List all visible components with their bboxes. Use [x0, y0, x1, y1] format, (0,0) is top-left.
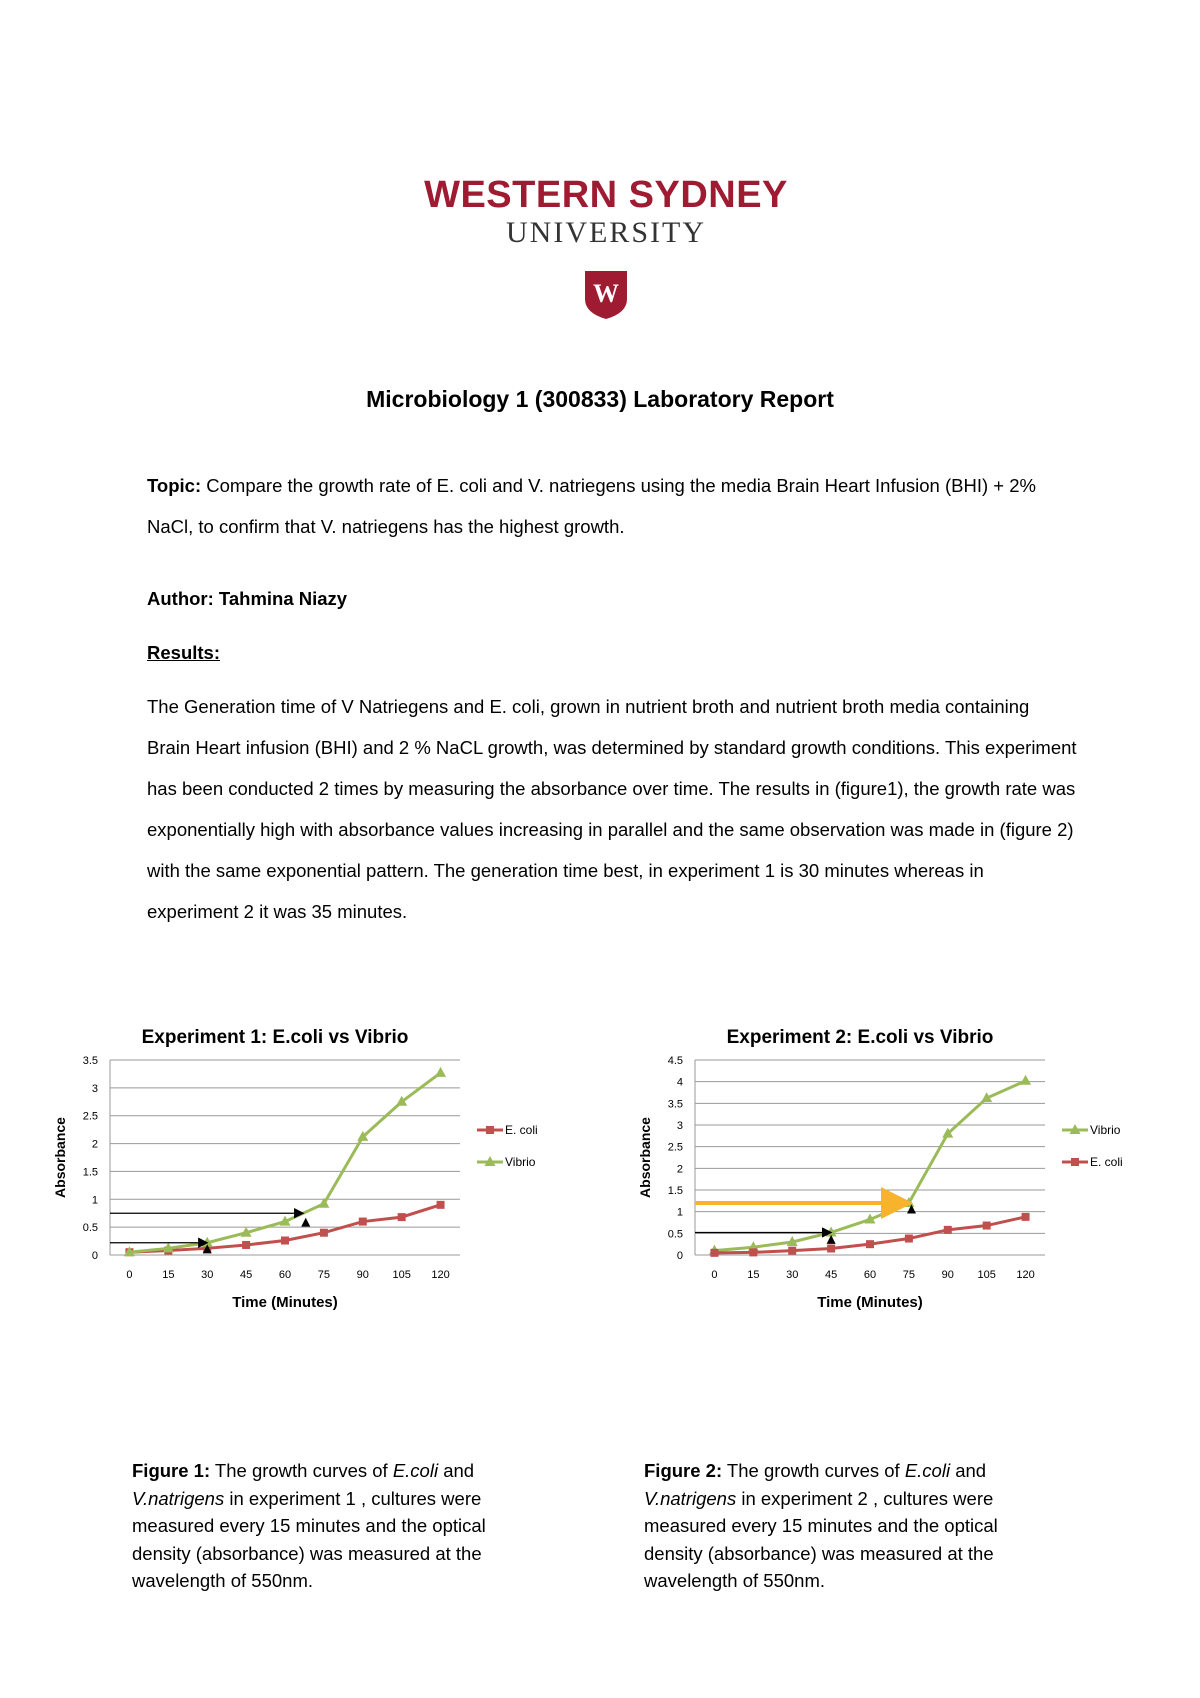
figure-1-caption-ecoli: E.coli — [392, 1460, 439, 1481]
x-tick-label: 90 — [356, 1269, 369, 1281]
data-point — [944, 1226, 952, 1234]
data-point — [788, 1247, 796, 1255]
figure-2-caption-vnatrigens: V.natrigens — [644, 1487, 737, 1509]
x-tick-label: 75 — [902, 1269, 916, 1281]
x-axis-label: Time (Minutes) — [817, 1294, 923, 1311]
data-point — [983, 1222, 991, 1230]
author-line: Author: Tahmina Niazy — [147, 588, 348, 609]
topic-paragraph — [147, 465, 1077, 547]
x-tick-label: 45 — [239, 1269, 253, 1281]
figure-2-caption-and: and — [950, 1460, 987, 1481]
x-tick-label: 30 — [786, 1269, 799, 1281]
data-point — [866, 1240, 874, 1248]
legend-marker — [486, 1126, 494, 1134]
chart-title: Experiment 1: E.coli vs Vibrio — [141, 1027, 409, 1048]
y-tick-label: 0.5 — [82, 1222, 98, 1235]
y-tick-label: 2 — [676, 1163, 683, 1176]
figure-1-caption-rest: in experiment 1 , cultures were measured every 15 minutes and the optical density (absorbance) was measured at the wavelength of 550nm. — [132, 1487, 486, 1591]
topic-label: Topic: — [147, 475, 202, 496]
figure-1-label: Figure 1: — [132, 1460, 211, 1481]
annotation-marker — [301, 1218, 310, 1227]
figure-1-caption — [132, 1457, 532, 1595]
legend-label: Vibrio — [1090, 1123, 1121, 1137]
data-point — [435, 1067, 446, 1077]
university-logo — [420, 175, 792, 325]
y-tick-label: 1 — [676, 1206, 683, 1219]
y-axis-label: Absorbance — [637, 1117, 653, 1198]
x-tick-label: 120 — [1016, 1269, 1035, 1281]
figure-1-caption-vnatrigens: V.natrigens — [132, 1487, 225, 1509]
legend-label: E. coli — [505, 1123, 538, 1137]
x-tick-label: 0 — [711, 1269, 718, 1281]
x-tick-label: 90 — [941, 1269, 954, 1281]
x-axis-label: Time (Minutes) — [232, 1294, 338, 1311]
x-tick-label: 45 — [824, 1269, 838, 1281]
y-tick-label: 0 — [91, 1250, 98, 1262]
data-point — [1022, 1213, 1030, 1221]
legend-label: E. coli — [1090, 1155, 1123, 1169]
figure-2-caption-text: The growth curves of — [722, 1460, 905, 1481]
report-title: Microbiology 1 (300833) Laboratory Report — [366, 386, 834, 412]
y-axis-label: Absorbance — [52, 1117, 68, 1198]
x-tick-label: 30 — [201, 1269, 214, 1281]
university-shield-icon — [583, 269, 629, 321]
data-point — [1020, 1075, 1031, 1085]
x-tick-label: 60 — [278, 1269, 292, 1281]
logo-wordmark-top: WESTERN SYDNEY — [424, 174, 788, 216]
x-tick-label: 120 — [431, 1269, 450, 1281]
x-tick-label: 105 — [392, 1269, 411, 1281]
y-tick-label: 2.5 — [667, 1141, 683, 1154]
topic-text: Compare the growth rate of E. coli and V. natriegens using the media Brain Heart Infusion (BHI) + 2% NaCl, to confirm that V. natriegens has the highest growth. — [147, 475, 1036, 537]
figure-2-label: Figure 2: — [644, 1460, 723, 1481]
y-tick-label: 1 — [91, 1194, 98, 1207]
y-tick-label: 3.5 — [667, 1098, 683, 1111]
figure-1-caption-text: The growth curves of — [210, 1460, 393, 1481]
y-tick-label: 0.5 — [667, 1228, 683, 1241]
x-tick-label: 60 — [863, 1269, 877, 1281]
series-line — [129, 1205, 440, 1252]
data-point — [749, 1248, 757, 1256]
y-tick-label: 4.5 — [667, 1055, 683, 1067]
figure-1-caption-and: and — [438, 1460, 475, 1481]
y-tick-label: 0 — [676, 1250, 683, 1262]
data-point — [281, 1237, 289, 1245]
legend-label: Vibrio — [505, 1155, 536, 1169]
y-tick-label: 4 — [676, 1076, 683, 1089]
x-tick-label: 105 — [977, 1269, 996, 1281]
x-tick-label: 0 — [126, 1269, 133, 1281]
y-tick-label: 3 — [91, 1082, 98, 1095]
figure-2-caption — [644, 1457, 1044, 1595]
experiment-1-chart — [45, 1015, 590, 1355]
figure-2-caption-ecoli: E.coli — [904, 1460, 951, 1481]
data-point — [398, 1213, 406, 1221]
chart-title: Experiment 2: E.coli vs Vibrio — [726, 1027, 994, 1048]
y-tick-label: 3 — [676, 1120, 683, 1132]
x-tick-label: 75 — [317, 1269, 331, 1281]
results-heading: Results: — [147, 642, 220, 663]
data-point — [710, 1249, 718, 1257]
y-tick-label: 2.5 — [82, 1110, 98, 1123]
data-point — [359, 1218, 367, 1226]
figure-2-caption-rest: in experiment 2 , cultures were measured every 15 minutes and the optical density (absorbance) was measured at the wavelength of 550nm. — [644, 1487, 998, 1591]
y-tick-label: 1.5 — [82, 1166, 98, 1179]
y-tick-label: 1.5 — [667, 1185, 683, 1197]
data-point — [242, 1241, 250, 1249]
data-point — [437, 1201, 445, 1209]
y-tick-label: 3.5 — [82, 1055, 98, 1067]
x-tick-label: 15 — [747, 1269, 760, 1281]
shield-letter: W — [593, 279, 619, 308]
experiment-2-chart — [630, 1015, 1175, 1355]
logo-wordmark-bottom: UNIVERSITY — [506, 216, 706, 249]
data-point — [320, 1229, 328, 1237]
results-paragraph: The Generation time of V Natriegens and E. coli, grown in nutrient broth and nutrient broth media containing Brain Heart infusion (BHI) and 2 % NaCL growth, was determined by standard growth conditions. This experiment has been conducted 2 times by measuring the absorbance over time. The results in (figure1), the growth rate was exponentially high with absorbance values increasing in parallel and the same observation was made in (figure 2) with the same exponential pattern. The generation time best, in experiment 1 is 30 minutes whereas in experiment 2 it was 35 minutes. — [147, 696, 1077, 922]
y-tick-label: 2 — [91, 1138, 98, 1151]
legend-marker — [1071, 1158, 1079, 1166]
x-tick-label: 15 — [162, 1269, 175, 1281]
data-point — [827, 1245, 835, 1253]
data-point — [905, 1235, 913, 1243]
